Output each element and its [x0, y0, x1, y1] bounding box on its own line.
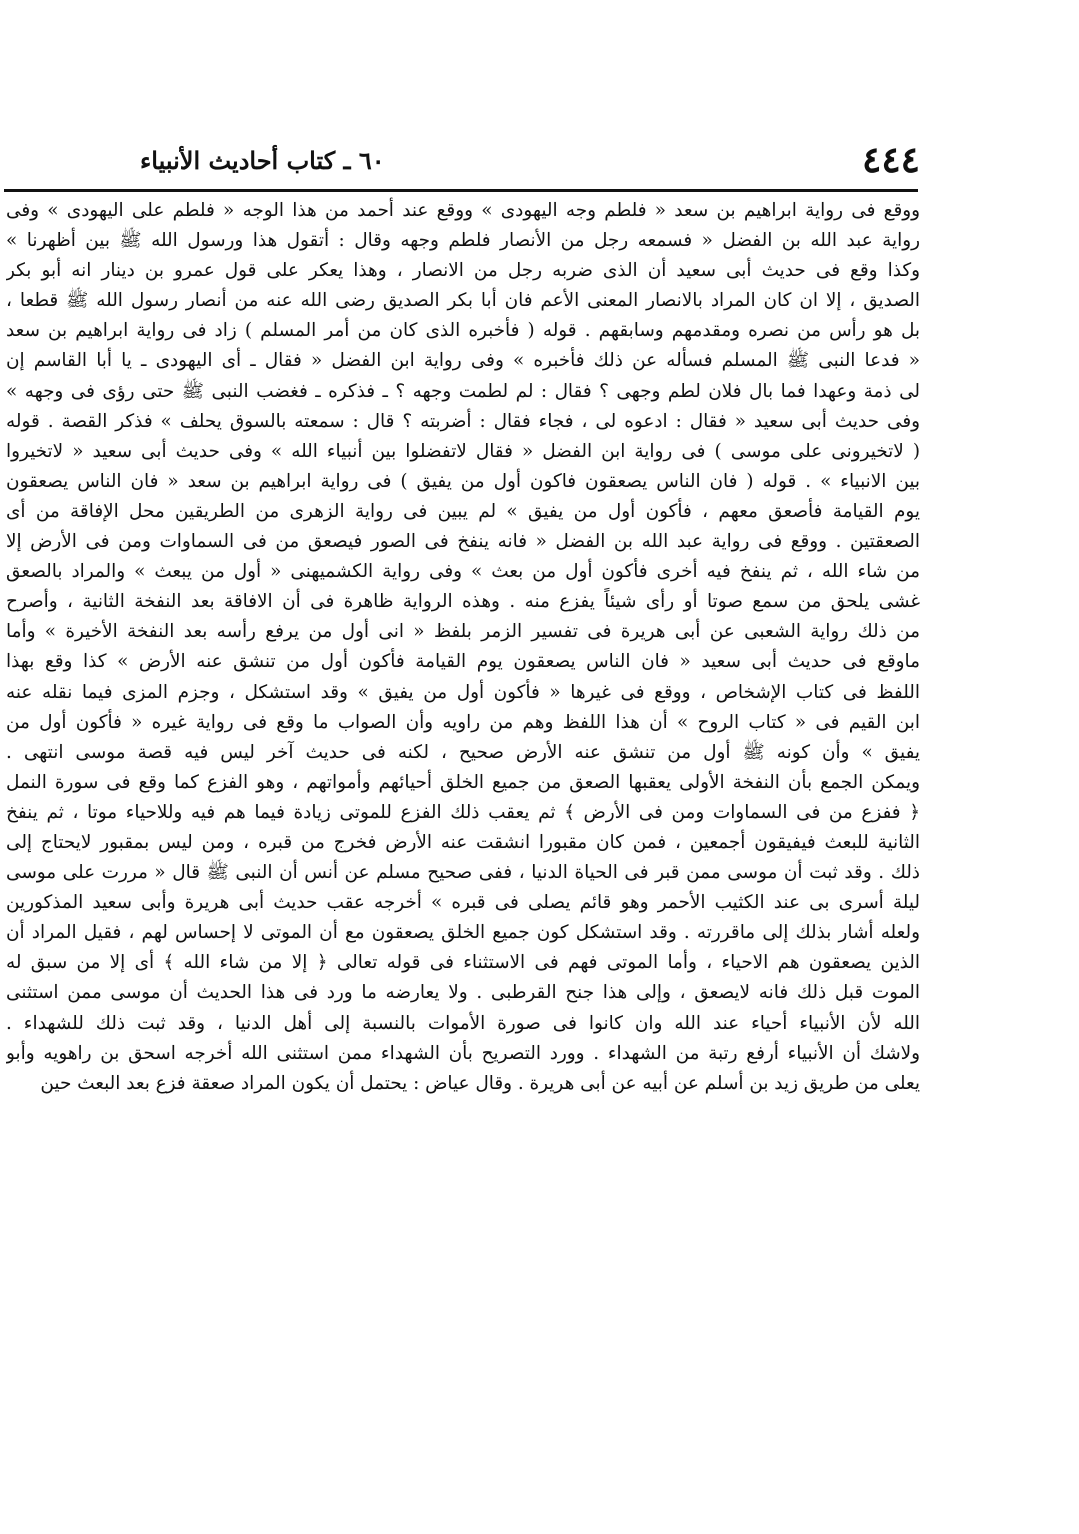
text-line: يفيق » وأن كونه ﷺ أول من تنشق عنه الأرض صحيح ، لكنه فى حديث آخر ليس فيه قصة موسى انتهى .: [6, 741, 920, 763]
text-line: الموت قبل ذلك فانه لايصعق ، وإلى هذا جنح القرطبى . ولا يعارضه ما ورد فى هذا الحديث أن موسى ممن استثنى: [6, 982, 920, 1004]
text-line: ليلة أسرى بى عند الكثيب الأحمر وهو قائم يصلى فى قبره » أخرجه عقب حديث أبى هريرة وأبى سعيد المذكورين: [6, 892, 920, 914]
body-text: [6, 196, 920, 1099]
page-number: ٤٤٤: [861, 139, 920, 181]
text-line: رواية عبد الله بن الفضل « فسمعه رجل من الأنصار فلطم وجهه وقال : أتقول هذا ورسول الله ﷺ بين أظهرنا »: [6, 230, 920, 252]
text-line: يعلى من طريق زيد بن أسلم عن أبيه عن أبى هريرة . وقال عياض : يحتمل أن يكون المراد صعقة فزع بعد البعث حين: [40, 1072, 920, 1094]
text-line: بين الانبياء » . قوله ( فان الناس يصعقون فاكون أول من يفيق ) فى رواية ابراهيم بن سعد « فان الناس يصعقون: [6, 470, 920, 492]
text-line: ويمكن الجمع بأن النفخة الأولى يعقبها الصعق من جميع الخلق أحيائهم وأمواتهم ، وهو الفزع كما وقع فى سورة النمل: [6, 771, 920, 793]
text-line: ﴿ ففزع من فى السماوات ومن فى الأرض ﴾ ثم يعقب ذلك الفزع للموتى زيادة فيما هم فيه وللاحياء موتا ، ثم ينفخ: [6, 801, 920, 823]
text-line: « فدعا النبى ﷺ المسلم فسأله عن ذلك فأخبره » وفى رواية ابن الفضل « فقال ـ أى اليهودى ـ يا أبا القاسم إن: [6, 350, 920, 372]
text-line: الصعقتين . ووقع فى رواية عبد الله بن الفضل « فانه ينفخ فى الصور فيصعق من فى السماوات ومن فى الأرض إلا: [6, 531, 920, 553]
text-line: لى ذمة وعهدا فما بال فلان لطم وجهى ؟ فقال : لم لطمت وجهه ؟ ـ فذكره ـ فغضب النبى ﷺ حتى رؤى فى وجهه »: [6, 380, 920, 402]
text-line: الله لأن الأنبياء أحياء عند الله وان كانوا فى صورة الأموات بالنسبة إلى أهل الدنيا ، وقد ثبت ذلك للشهداء .: [6, 1012, 920, 1034]
text-line: اللفظ فى كتاب الإشخاص ، ووقع فى غيرها « فأكون أول من يفيق » وقد استشكل ، وجزم المزى فيما نقله عنه: [6, 681, 920, 703]
page-header: [140, 138, 920, 184]
text-line: ولعله أشار بذلك إلى ماقررته . وقد استشكل كون جميع الخلق يصعقون مع أن الموتى لا إحساس لهم ، فقيل المراد أن: [6, 922, 920, 944]
header-rule: [4, 189, 918, 192]
text-line: بل هو رأس من نصره ومقدمهم وسابقهم . قوله ( فأخبره الذى كان من أمر المسلم ) زاد فى رواية ابراهيم بن سعد: [6, 320, 920, 342]
text-line: ذلك . وقد ثبت أن موسى ممن قبر فى الحياة الدنيا ، ففى صحيح مسلم عن أنس أن النبى ﷺ قال « مررت على موسى: [6, 862, 920, 884]
running-title: ٦٠ ـ كتاب أحاديث الأنبياء: [140, 146, 385, 175]
text-line: ( لاتخيرونى على موسى ) فى رواية ابن الفضل « فقال لاتفضلوا بين أنبياء الله » وفى حديث أبى سعيد « لاتخيروا: [6, 440, 920, 462]
text-line: الصديق ، إلا ان كان المراد بالانصار المعنى الأعم فان أبا بكر الصديق رضى الله عنه من أنصار رسول الله ﷺ قطعا ،: [6, 290, 920, 312]
text-line: من ذلك رواية الشعبى عن أبى هريرة فى تفسير الزمر بلفظ « انى أول من يرفع رأسه بعد النفخة الأخيرة » وأما: [6, 621, 920, 643]
text-line: ولاشك أن الأنبياء أرفع رتبة من الشهداء . وورد التصريح بأن الشهداء ممن استثنى الله أخرجه اسحق بن راهويه وأبو: [6, 1042, 920, 1064]
text-line: يوم القيامة فأصعق معهم ، فأكون أول من يفيق » لم يبين فى رواية الزهرى من الطريقين محل الإفاقة من أى: [6, 500, 920, 522]
text-line: الثانية للبعث فيفيقون أجمعين ، فمن كان مقبورا انشقت عنه الأرض فخرج من قبره ، ومن ليس بمقبور لايحتاج إلى: [6, 831, 920, 853]
text-line: من شاء الله ، ثم ينفخ فيه أخرى فأكون أول من بعث » وفى رواية الكشميهنى « أول من يبعث » والمراد بالصعق: [6, 561, 920, 583]
text-line: الذين يصعقون هم الاحياء ، وأما الموتى فهم فى الاستثناء فى قوله تعالى ﴿ إلا من شاء الله ﴾ أى إلا من سبق له: [6, 952, 920, 974]
text-line: وكذا وقع فى حديث أبى سعيد أن الذى ضربه رجل من الانصار ، وهذا يعكر على قول عمرو بن دينار انه أبو بكر: [6, 260, 920, 282]
text-line: وفى حديث أبى سعيد « فقال : ادعوه لى ، فجاء فقال : أضربته ؟ قال : سمعته بالسوق يحلف » فذكر القصة . قوله: [6, 410, 920, 432]
text-line: غشى يلحق من سمع صوتا أو رأى شيئاً يفزع منه . وهذه الرواية ظاهرة فى أن الافاقة بعد النفخة الثانية ، وأصرح: [6, 591, 920, 613]
text-line: ماوقع فى حديث أبى سعيد « فان الناس يصعقون يوم القيامة فأكون أول من تنشق عنه الأرض » كذا وقع بهذا: [6, 651, 920, 673]
text-line: ابن القيم فى « كتاب الروح » أن هذا اللفظ وهم من راويه وأن الصواب ما وقع فى رواية غيره « فأكون أول من: [6, 711, 920, 733]
text-line: ووقع فى رواية ابراهيم بن سعد « فلطم وجه اليهودى » ووقع عند أحمد من هذا الوجه « فلطم على اليهودى » وفى: [6, 200, 920, 221]
